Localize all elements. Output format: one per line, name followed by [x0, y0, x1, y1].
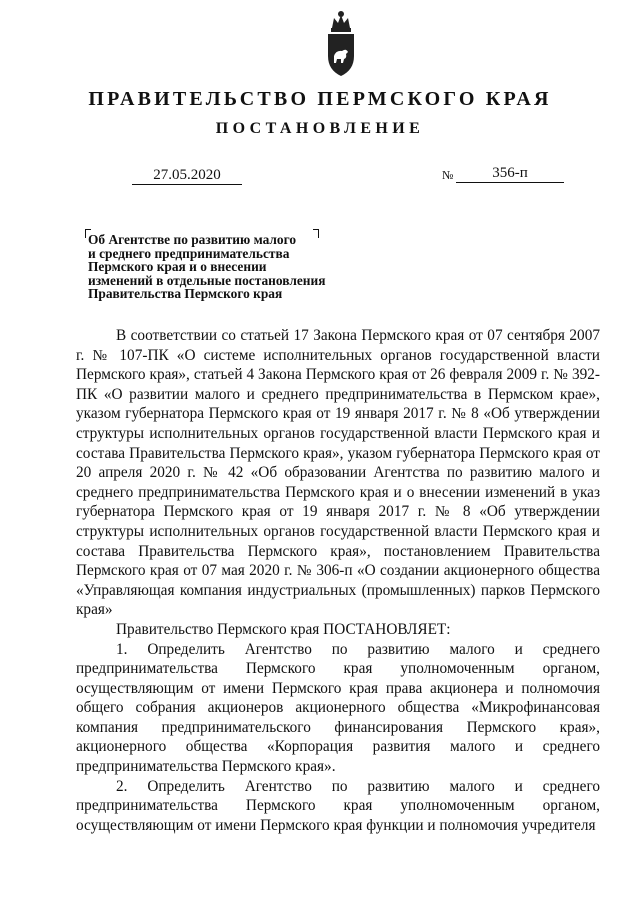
coat-of-arms-icon: [321, 6, 361, 80]
document-date: 27.05.2020: [132, 166, 242, 185]
subject-line: и среднего предпринимательства: [88, 245, 290, 261]
resolution-statement: Правительство Пермского края ПОСТАНОВЛЯЕТ:: [116, 620, 451, 638]
document-type: ПОСТАНОВЛЕНИЕ: [215, 120, 425, 137]
number-sign: №: [442, 168, 454, 182]
subject-line: Пермского края и о внесении: [88, 259, 267, 274]
preamble-paragraph: В соответствии со статьей 17 Закона Пермского края от 07 сентября 2007 г. № 107-ПК «О системе исполнительных органов государственной власти Пермского края», статьей 4 Закона Пермского края от 26 февраля 2009 г. № 392-ПК «О развитии малого и среднего предпринимательства в Пермском крае», указом губернатора Пермского края от 19 января 2017 г. № 8 «Об утверждении структуры исполнительных органов государственной власти Пермского края и состава Правительства Пермского края», указом губернатора Пермского края от 20 апреля 2020 г. № 42 «Об образовании Агентства по развитию малого и среднего предпринимательства Пермского края и о внесении изменений в указ губернатора Пермского края от 19 января 2017 г. № 8 «Об утверждении структуры исполнительных органов государственной власти Пермского края и состава Правительства Пермского края», постановлением Правительства Пермского края от 07 мая 2020 г. № 306-п «О создании акционерного общества «Управляющая компания индустриальных (промышленных) парков Пермского края»: [76, 327, 600, 619]
document-subject: [88, 233, 378, 301]
subject-line: Об Агентстве по развитию малого: [88, 232, 297, 247]
subject-line: изменений в отдельные постановления: [88, 272, 326, 288]
clause-1: 1. Определить Агентство по развитию малого и среднего предпринимательства Пермского края уполномоченным органом, осуществляющим от имени Пермского края права акционера и полномочия общего собрания акционеров акционерного общества «Микрофинансовая компания предпринимательского финансирования Пермского края», акционерного общества «Корпорация развития малого и среднего предпринимательства Пермского края».: [76, 640, 600, 776]
government-title: ПРАВИТЕЛЬСТВО ПЕРМСКОГО КРАЯ: [88, 88, 552, 110]
document-number: 356-п: [456, 164, 564, 183]
document-body: [76, 326, 600, 835]
clause-2: 2. Определить Агентство по развитию малого и среднего предпринимательства Пермского края уполномоченным органом, осуществляющим от имени Пермского края функции и полномочия учредителя: [76, 777, 600, 834]
subject-line: Правительства Пермского края: [88, 286, 283, 301]
